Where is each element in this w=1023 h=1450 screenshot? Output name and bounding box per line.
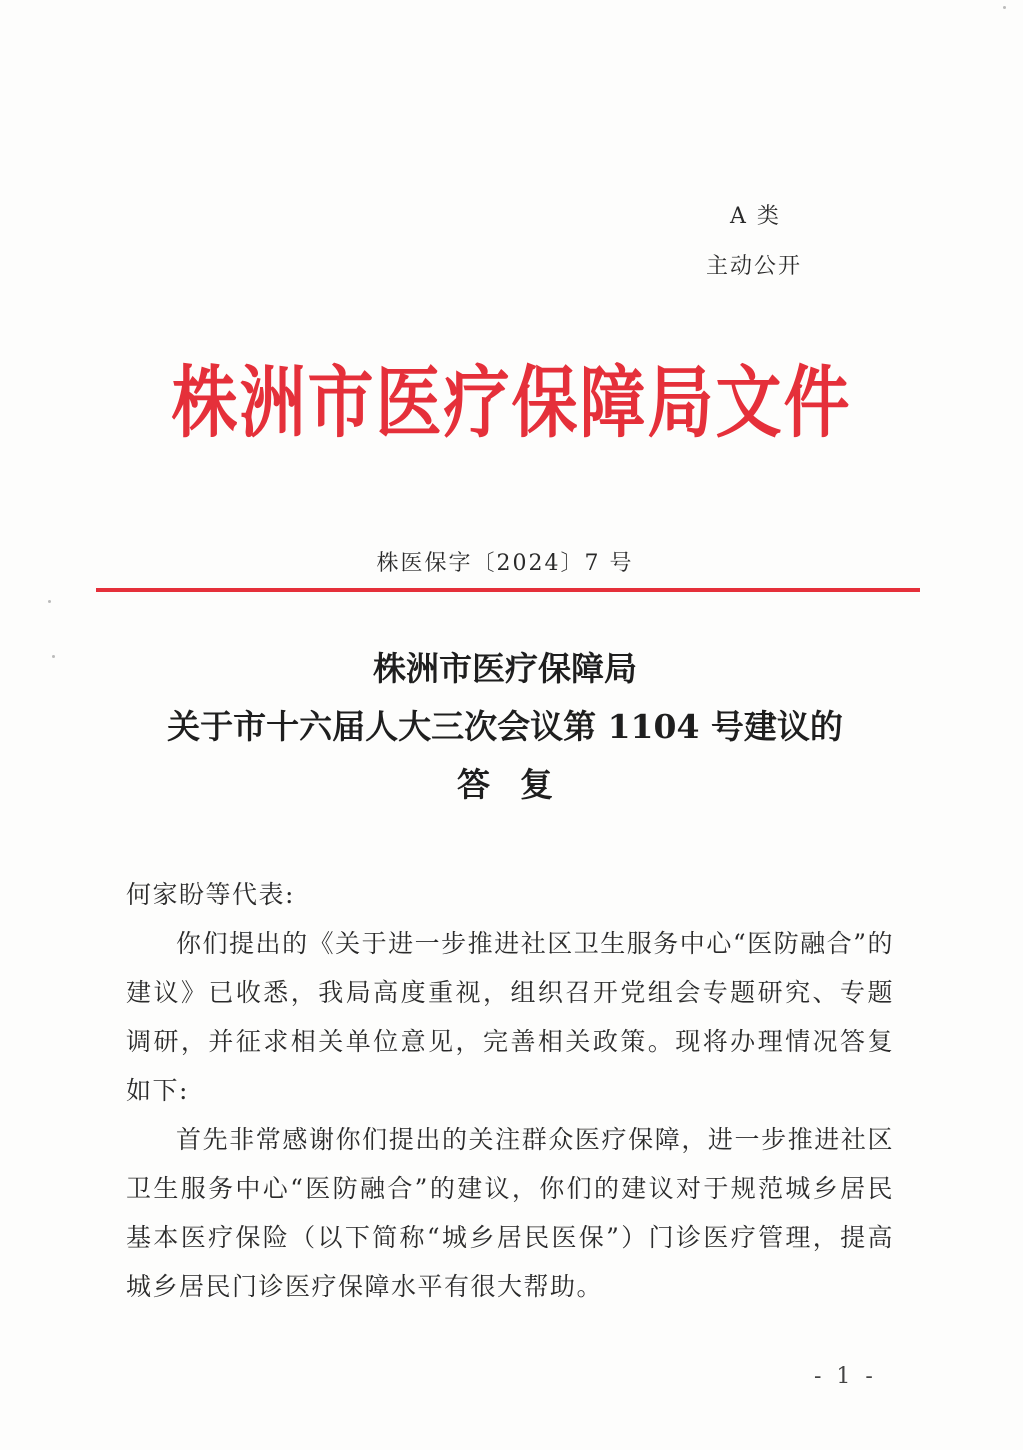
page-number: - 1 - — [814, 1364, 877, 1389]
title-line-2: 关于市十六届人大三次会议第 1104 号建议的 — [167, 707, 843, 746]
scan-speck — [52, 655, 55, 658]
masthead-title: 株洲市医疗保障局文件 — [171, 357, 852, 449]
scan-speck — [48, 600, 51, 603]
document-number: 株医保字〔2024〕7 号 — [376, 551, 634, 576]
scan-speck — [1003, 6, 1006, 9]
classification-category: A 类 — [730, 204, 781, 229]
document-body — [126, 870, 894, 1311]
document-title — [0, 640, 1010, 814]
body-paragraph-2: 首先非常感谢你们提出的关注群众医疗保障，进一步推进社区卫生服务中心“医防融合”的建议，你们的建议对于规范城乡居民基本医疗保险（以下简称“城乡居民医保”）门诊医疗管理，提高城乡居民门诊医疗保障水平有很大帮助。 — [126, 1125, 894, 1301]
classification-block — [700, 192, 820, 292]
body-paragraph-1: 你们提出的《关于进一步推进社区卫生服务中心“医防融合”的建议》已收悉，我局高度重视，组织召开党组会专题研究、专题调研，并征求相关单位意见，完善相关政策。现将办理情况答复如下: — [126, 929, 894, 1105]
salutation: 何家盼等代表: — [126, 880, 295, 909]
title-line-1: 株洲市医疗保障局 — [373, 649, 637, 688]
title-line-3: 答复 — [457, 765, 583, 804]
red-divider-line — [96, 588, 920, 592]
disclosure-label: 主动公开 — [706, 254, 803, 279]
